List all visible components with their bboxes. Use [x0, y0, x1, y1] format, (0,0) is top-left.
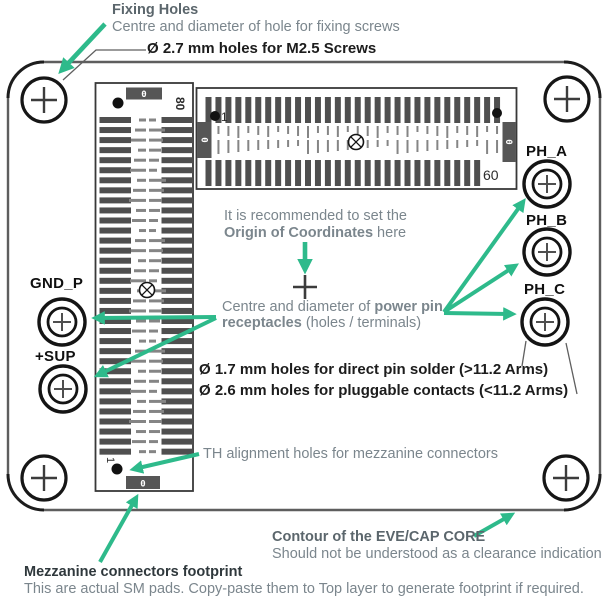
pin-label-mark [227, 140, 229, 153]
smd-pad [444, 160, 450, 186]
smd-pad [100, 328, 132, 334]
top-connector-center-fiducial-icon [349, 135, 364, 150]
smd-pad [162, 398, 194, 404]
top-connector-pin1-label: 1 [221, 110, 228, 124]
smd-pad [100, 449, 132, 455]
smd-pad [162, 429, 194, 435]
pin-label-mark [367, 140, 369, 148]
pin-label-mark [327, 126, 329, 135]
smd-pad [235, 160, 241, 186]
gnd-receptacle [39, 299, 85, 345]
smd-pad [245, 97, 251, 123]
power-note-bold2: receptacles [222, 315, 302, 331]
pin-label-mark [227, 126, 229, 136]
smd-pad [162, 378, 194, 384]
smd-pad [100, 278, 132, 284]
smd-pad [315, 97, 321, 123]
smd-pad [100, 137, 132, 143]
ph-c-receptacle [522, 299, 568, 345]
fixing-hole-top-left [22, 78, 66, 122]
pin-label-mark [149, 330, 158, 333]
pin-label-mark [456, 126, 458, 133]
pin-label-mark [138, 259, 146, 262]
mezzanine-desc: This are actual SM pads. Copy-paste them to Top layer to generate footprint if required. [24, 581, 584, 597]
smd-pad [335, 160, 341, 186]
pin-label-mark [149, 430, 160, 433]
pin-label-mark [136, 320, 146, 323]
smd-pad [365, 160, 371, 186]
smd-pad [305, 97, 311, 123]
pin-label-mark [149, 229, 156, 232]
pin-label-mark [476, 126, 478, 137]
smd-pad [454, 160, 460, 186]
smd-pad [100, 187, 132, 193]
pin-label-mark [397, 126, 399, 135]
pin-label-mark [347, 126, 349, 132]
smd-pad [265, 160, 271, 186]
gnd-label: GND_P [30, 275, 84, 292]
smd-pad [162, 248, 194, 254]
pin-label-mark [217, 140, 219, 154]
smd-pad [444, 97, 450, 123]
fixing-hole-bottom-right [544, 456, 588, 500]
contour-desc: Should not be understood as a clearance indication [272, 546, 602, 562]
pin-label-mark [129, 199, 146, 202]
pin-label-mark [387, 140, 389, 146]
smd-pad [100, 308, 132, 314]
smd-pad [100, 207, 132, 213]
pin-label-mark [149, 360, 163, 363]
origin-note-rest: here [373, 225, 407, 241]
pin-label-mark [133, 410, 146, 413]
smd-pad [335, 97, 341, 123]
smd-pad [215, 160, 221, 186]
mezzanine-title: Mezzanine connectors footprint [24, 564, 243, 580]
pin-label-mark [149, 269, 159, 272]
smd-pad [275, 160, 281, 186]
ph-a-label: PH_A [526, 143, 568, 160]
smd-pad [162, 177, 194, 183]
smd-pad [414, 97, 420, 123]
pin-label-mark [436, 126, 438, 136]
pin-label-mark [416, 126, 418, 132]
pin-label-mark [149, 279, 157, 282]
smd-pad [255, 160, 261, 186]
arrow-to-gnd-receptacle [96, 317, 216, 318]
th-alignment-note: TH alignment holes for mezzanine connectors [203, 446, 498, 462]
pin-label-mark [367, 126, 369, 136]
smd-pad [345, 160, 351, 186]
ph-b-receptacle [524, 229, 570, 275]
smd-pad [100, 348, 132, 354]
top-connector-right-alignment-hole [492, 108, 502, 118]
pin-label-mark [297, 140, 299, 146]
smd-pad [100, 268, 132, 274]
smd-pad [206, 160, 212, 186]
pin-label-mark [247, 126, 249, 133]
pin-label-mark [327, 140, 329, 152]
smd-pad [405, 97, 411, 123]
left-connector-center-fiducial-icon [140, 283, 155, 298]
pin-label-mark [136, 430, 146, 433]
pin-label-mark [446, 126, 448, 138]
origin-note-bold: Origin of Coordinates [224, 225, 374, 241]
smd-pad [162, 288, 194, 294]
pin-label-mark [136, 209, 146, 212]
smd-pad [162, 147, 194, 153]
pin-label-mark [132, 219, 146, 222]
smd-pad [162, 388, 194, 394]
pin-label-mark [149, 370, 161, 373]
pin-label-mark [139, 229, 146, 232]
fixing-hole-top-right [545, 77, 589, 121]
smd-pad [100, 429, 132, 435]
smd-pad [484, 97, 490, 123]
smd-pad [365, 97, 371, 123]
pin-label-mark [486, 140, 488, 154]
pluggable-hole-spec: Ø 2.6 mm holes for pluggable contacts (<11.2 Arms) [199, 382, 569, 399]
pin-label-mark [134, 269, 146, 272]
pin-label-mark [149, 169, 157, 172]
pin-label-mark [416, 140, 418, 152]
smd-pad [162, 449, 194, 455]
smd-pad [464, 160, 470, 186]
smd-pad [162, 207, 194, 213]
pin-label-mark [466, 140, 468, 147]
contour-title: Contour of the EVE/CAP CORE [272, 529, 486, 545]
smd-pad [162, 308, 194, 314]
pin-label-mark [237, 140, 239, 152]
sup-label: +SUP [35, 348, 76, 365]
pin-label-mark [357, 126, 359, 134]
pin-label-mark [397, 140, 399, 154]
pin-label-mark [486, 126, 488, 132]
smd-pad [206, 97, 212, 123]
smd-pad [162, 187, 194, 193]
fixing-holes-desc: Centre and diameter of hole for fixing screws [112, 19, 400, 35]
smd-pad [434, 97, 440, 123]
pin-label-mark [129, 420, 146, 423]
pin-label-mark [149, 189, 164, 192]
smd-pad [414, 160, 420, 186]
smd-pad [385, 160, 391, 186]
origin-note-line2 [224, 226, 406, 241]
smd-pad [162, 408, 194, 414]
pin-label-mark [277, 140, 279, 148]
pin-label-mark [426, 140, 428, 151]
smd-pad [162, 358, 194, 364]
smd-pad [100, 248, 132, 254]
left-connector-pin80-label: 80 [173, 97, 187, 111]
pin-label-mark [287, 126, 289, 134]
smd-pad [385, 97, 391, 123]
pin-label-mark [149, 299, 164, 302]
pin-label-mark [149, 380, 159, 383]
smd-pad [245, 160, 251, 186]
pin-label-mark [149, 209, 160, 212]
smd-pad [424, 97, 430, 123]
pin-label-mark [137, 179, 146, 182]
smd-pad [474, 160, 480, 186]
smd-pad [474, 97, 480, 123]
fixing-holes-spec: Ø 2.7 mm holes for M2.5 Screws [147, 40, 377, 57]
left-connector-pin1-label: 1 [104, 457, 116, 464]
smd-pad [162, 348, 194, 354]
smd-pad [162, 268, 194, 274]
pin-label-mark [317, 140, 319, 153]
pin-label-mark [446, 140, 448, 149]
smd-pad [100, 177, 132, 183]
smd-pad [255, 97, 261, 123]
power-pin-note-line2 [222, 316, 421, 331]
fixing-holes-title: Fixing Holes [112, 2, 199, 18]
smd-pad [100, 378, 132, 384]
smd-pad [100, 419, 132, 425]
pin-label-mark [149, 410, 164, 413]
smd-pad [295, 160, 301, 186]
pin-label-mark [149, 390, 157, 393]
pin-label-mark [476, 140, 478, 146]
pin-label-mark [496, 126, 498, 134]
left-connector-top-alignment-hole [113, 98, 124, 109]
fiducial-zero-label: 0 [503, 139, 513, 145]
pin-label-mark [426, 126, 428, 134]
smd-pad [405, 160, 411, 186]
ph-c-label: PH_C [524, 281, 566, 298]
pin-label-mark [131, 139, 146, 142]
pin-label-mark [135, 129, 146, 132]
pin-label-mark [139, 450, 146, 453]
smd-pad [100, 228, 132, 234]
smd-pad [355, 97, 361, 123]
pin-label-mark [129, 309, 146, 312]
smd-pad [100, 157, 132, 163]
pin-label-mark [133, 189, 146, 192]
pin-label-mark [407, 126, 409, 137]
pin-label-mark [134, 380, 146, 383]
top-connector-pin60-label: 60 [483, 167, 499, 183]
pin-label-mark [247, 140, 249, 151]
smd-pad [162, 278, 194, 284]
pin-label-mark [257, 126, 259, 135]
smd-pad [100, 117, 132, 123]
ph-b-label: PH_B [526, 212, 568, 229]
smd-pad [375, 160, 381, 186]
sup-receptacle [40, 366, 86, 412]
pin-label-mark [130, 279, 146, 282]
pin-label-mark [135, 239, 146, 242]
smd-pad [100, 167, 132, 173]
smd-pad [395, 160, 401, 186]
pin-label-mark [139, 119, 146, 122]
pin-label-mark [337, 126, 339, 137]
smd-pad [162, 127, 194, 133]
fiducial-zero-label: 0 [141, 90, 147, 100]
fixing-hole-bottom-left [22, 456, 66, 500]
pin-label-mark [466, 126, 468, 135]
pin-label-mark [139, 340, 146, 343]
pin-label-mark [257, 140, 259, 150]
pin-label-mark [149, 159, 159, 162]
smd-pad [235, 97, 241, 123]
fiducial-zero-label: 0 [140, 479, 146, 490]
pin-label-mark [297, 126, 299, 136]
smd-pad [162, 167, 194, 173]
pin-label-mark [132, 330, 146, 333]
smd-pad [285, 97, 291, 123]
smd-pad [345, 97, 351, 123]
pin-label-mark [149, 440, 158, 443]
smd-pad [100, 288, 132, 294]
smd-pad [100, 398, 132, 404]
pin-label-mark [307, 126, 309, 138]
pin-label-mark [277, 126, 279, 132]
smd-pad [285, 160, 291, 186]
smd-pad [225, 160, 231, 186]
smd-pad [162, 228, 194, 234]
pin-label-mark [407, 140, 409, 153]
smd-pad [295, 97, 301, 123]
pin-label-mark [149, 219, 158, 222]
smd-pad [355, 160, 361, 186]
pin-label-mark [130, 390, 146, 393]
smd-pad [162, 419, 194, 425]
solder-hole-spec: Ø 1.7 mm holes for direct pin solder (>11.2 Arms) [199, 361, 549, 378]
pin-label-mark [149, 400, 166, 403]
pin-label-mark [131, 249, 146, 252]
smd-pad [162, 137, 194, 143]
pin-label-mark [456, 140, 458, 148]
smd-pad [100, 238, 132, 244]
smd-pad [162, 368, 194, 374]
smd-pad [100, 258, 132, 264]
power-pin-note-line1 [222, 300, 443, 315]
pin-label-mark [149, 309, 162, 312]
smd-pad [434, 160, 440, 186]
pin-label-mark [130, 169, 146, 172]
smd-pad [162, 258, 194, 264]
pin-label-mark [267, 140, 269, 149]
pin-label-mark [149, 320, 160, 323]
pin-label-mark [137, 400, 146, 403]
ph-a-receptacle [524, 161, 570, 207]
pin-label-mark [387, 126, 389, 133]
pin-label-mark [377, 126, 379, 138]
pin-label-mark [267, 126, 269, 137]
pin-label-mark [149, 239, 165, 242]
smd-pad [325, 97, 331, 123]
smd-pad [100, 218, 132, 224]
pin-label-mark [237, 126, 239, 138]
smd-pad [100, 127, 132, 133]
pin-label-mark [149, 340, 156, 343]
smd-pad [275, 97, 281, 123]
smd-pad [424, 160, 430, 186]
pin-label-mark [133, 299, 146, 302]
pin-label-mark [337, 140, 339, 151]
smd-pad [265, 97, 271, 123]
smd-pad [162, 197, 194, 203]
left-connector-bottom-alignment-hole [112, 464, 123, 475]
top-connector-left-alignment-hole [210, 111, 220, 121]
smd-pad [375, 97, 381, 123]
smd-pad [162, 157, 194, 163]
pin-label-mark [317, 126, 319, 133]
pin-label-mark [217, 126, 219, 134]
smd-pad [162, 238, 194, 244]
power-note-rest: (holes / terminals) [301, 315, 422, 331]
fiducial-zero-label: 0 [198, 137, 209, 143]
pin-label-mark [149, 420, 162, 423]
smd-pad [162, 218, 194, 224]
arrow-to-ph-c [444, 313, 512, 314]
smd-pad [100, 408, 132, 414]
smd-pad [454, 97, 460, 123]
pin-label-mark [149, 179, 166, 182]
origin-note-line1: It is recommended to set the [224, 208, 407, 224]
pin-label-mark [132, 440, 146, 443]
pin-label-mark [149, 249, 163, 252]
smd-pad [305, 160, 311, 186]
smd-pad [162, 439, 194, 445]
pin-label-mark [138, 149, 146, 152]
pin-label-mark [138, 370, 146, 373]
smd-pad [100, 197, 132, 203]
pin-label-mark [149, 149, 161, 152]
pin-label-mark [149, 199, 162, 202]
smd-pad [325, 160, 331, 186]
smd-pad [100, 338, 132, 344]
pin-label-mark [436, 140, 438, 150]
smd-pad [100, 439, 132, 445]
pin-label-mark [149, 129, 165, 132]
smd-pad [162, 298, 194, 304]
smd-pad [100, 298, 132, 304]
pin-label-mark [287, 140, 289, 147]
pin-label-mark [149, 119, 156, 122]
pin-label-mark [149, 259, 161, 262]
smd-pad [464, 97, 470, 123]
pin-label-mark [149, 450, 156, 453]
smd-pad [395, 97, 401, 123]
smd-pad [162, 117, 194, 123]
smd-pad [100, 388, 132, 394]
smd-pad [100, 147, 132, 153]
pin-label-mark [377, 140, 379, 147]
power-note-pre: Centre and diameter of [222, 299, 375, 315]
power-note-bold1: power pin [374, 299, 443, 315]
pin-label-mark [149, 139, 163, 142]
smd-pad [315, 160, 321, 186]
pin-label-mark [134, 159, 146, 162]
pin-label-mark [496, 140, 498, 153]
pin-label-mark [307, 140, 309, 154]
